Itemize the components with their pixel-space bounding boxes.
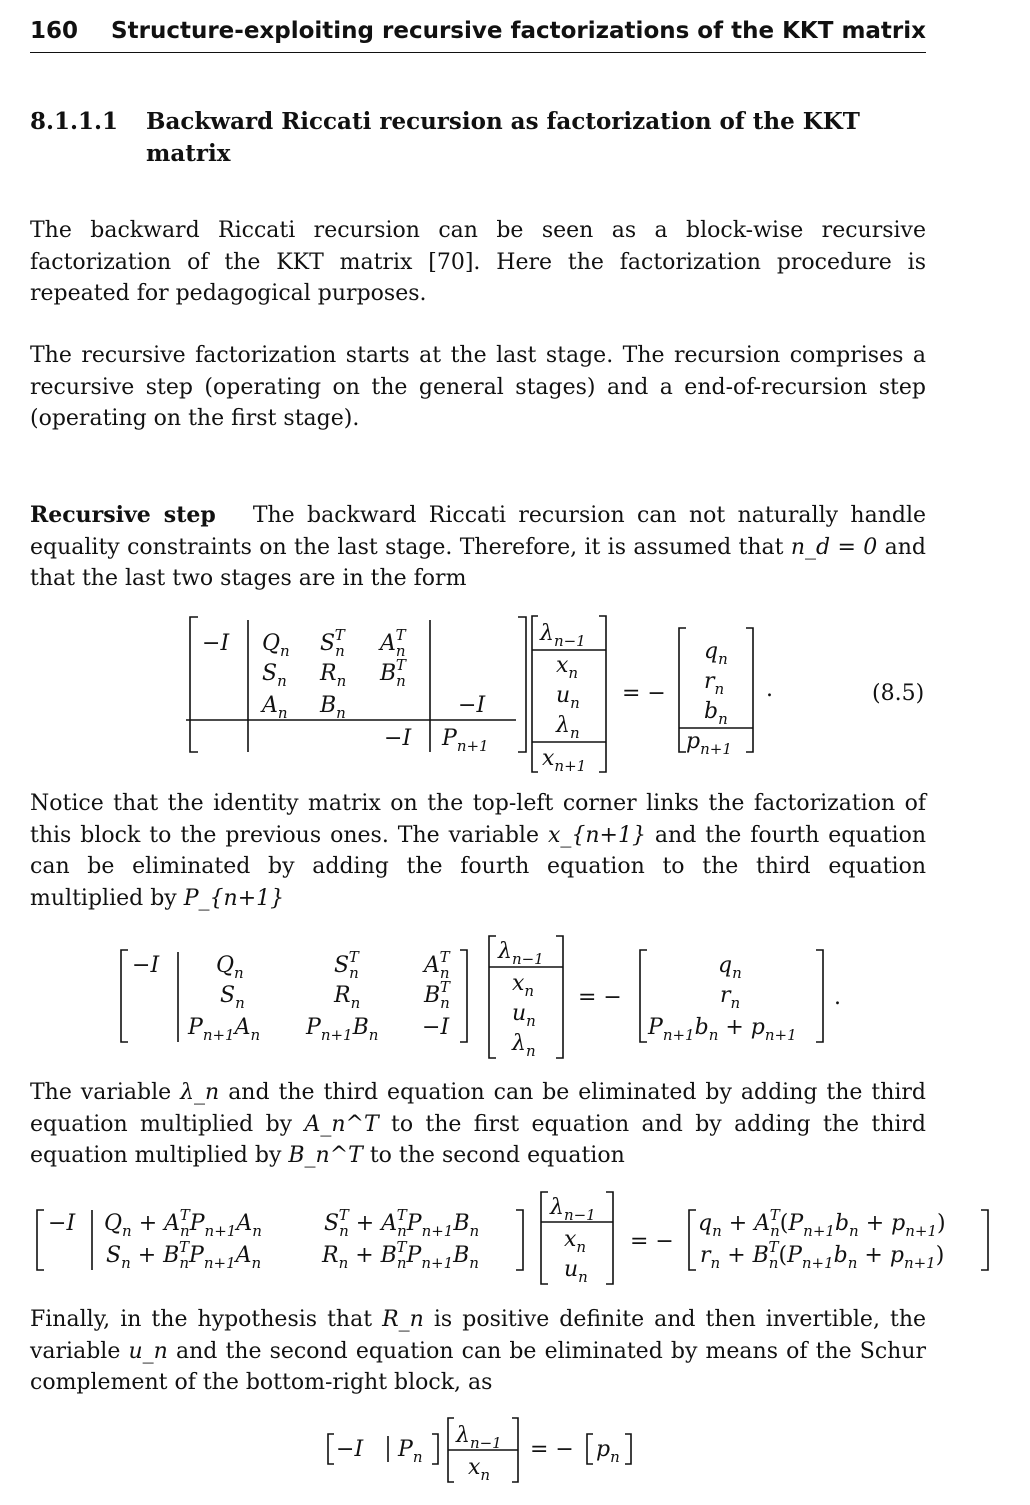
svg-text:−I: −I <box>336 1437 364 1462</box>
section-number: 8.1.1.1 <box>30 108 119 135</box>
inline-math: P_{n+1} <box>183 885 285 911</box>
svg-text:−I: −I <box>458 693 486 718</box>
inline-math: λ_n <box>180 1080 220 1105</box>
svg-text:Pn: $P_n$ <box>398 1437 423 1466</box>
text-run: and that the last two stages are in the form <box>30 534 926 591</box>
svg-text:= −: = − <box>578 985 622 1010</box>
svg-text:pn: $p_n$ <box>596 1437 620 1466</box>
svg-text:qn: $q_n$ <box>718 953 742 982</box>
svg-text:Sn + BnTPn+1An: $S_n + B_nTP_{n+1}A_n$ <box>106 1238 262 1272</box>
svg-text:Qn: $Q_n$ <box>262 631 290 660</box>
svg-text:Rn + BnTPn+1Bn: $R_n + B_nTP_{n+1}B_n$ <box>322 1238 479 1272</box>
svg-text:AnT: $A_nT$ <box>424 948 450 982</box>
svg-text:Sn: $S_n$ <box>262 661 287 690</box>
svg-text:λn: $\lambda_n$ <box>556 713 580 742</box>
svg-text:BnT: $B_nT$ <box>380 656 406 690</box>
text-run: and the second equation can be eliminated by means of the Schur complement of the bottom-right block, as <box>30 1338 927 1395</box>
svg-text:Qn: $Q_n$ <box>216 953 244 982</box>
paragraph-recursive-step <box>30 500 926 595</box>
svg-text:xn: $x_n$ <box>564 1227 587 1256</box>
page-number: 160 <box>30 18 79 44</box>
equation-eliminate-lambda <box>30 1186 1000 1290</box>
text-run: The backward Riccati recursion can not naturally handle equality constraints on the last stage. Therefore, it is assumed that <box>30 503 926 560</box>
paragraph-schur <box>30 1304 926 1399</box>
paragraph-recursion: The recursive factorization starts at the last stage. The recursion comprises a recursive step (operating on the general stages) and a end-of-recursion step (operating on the first stage). <box>30 343 926 431</box>
svg-text:rn + BnT(Pn+1bn + pn+1): $r_n + B_nT(P_{n+1}b_n + p_{n+1})$ <box>700 1238 945 1272</box>
svg-text:Pn+1: $P_{n+1}$ <box>442 726 489 755</box>
paragraph-intro: The backward Riccati recursion can be seen as a block-wise recursive factorization of the KKT matrix [70]. Here the factorization procedure is repeated for pedagogical purposes. <box>30 218 926 306</box>
svg-text:.: . <box>834 985 841 1010</box>
inline-math: x_{n+1} <box>547 822 646 848</box>
inline-math: R_n <box>382 1307 424 1332</box>
svg-text:λn−1: $\lambda_{n-1}$ <box>456 1423 502 1452</box>
svg-text:BnT: $B_nT$ <box>424 978 450 1012</box>
paragraph-eliminate-lambda <box>30 1077 926 1172</box>
svg-text:xn: $x_n$ <box>468 1455 491 1484</box>
svg-text:Pn+1An: $P_{n+1}A_n$ <box>188 1015 261 1044</box>
svg-text:An: $A_n$ <box>262 693 288 722</box>
svg-text:un: $u_n$ <box>512 1001 536 1030</box>
svg-text:.: . <box>766 677 773 702</box>
svg-text:−I: −I <box>202 631 230 656</box>
equation-schur <box>320 1412 640 1488</box>
running-header <box>30 14 926 53</box>
equation-eliminate-x <box>110 930 870 1064</box>
paragraph-identity <box>30 788 926 914</box>
svg-text:Bn: $B_n$ <box>320 693 346 722</box>
svg-text:−I: −I <box>48 1211 76 1236</box>
svg-text:SnT + AnTPn+1Bn: $S_nT + A_nTP_{n+1}B_n$ <box>324 1206 480 1240</box>
svg-text:Rn: $R_n$ <box>320 661 347 690</box>
svg-text:qn + AnT(Pn+1bn + pn+1): $q_n + A_nT(P_{n+1}b_n + p_{n+1})$ <box>698 1206 946 1240</box>
svg-text:pn+1: $p_{n+1}$ <box>686 729 732 758</box>
svg-text:xn: $x_n$ <box>512 971 535 1000</box>
svg-text:λn−1: $\lambda_{n-1}$ <box>550 1195 596 1224</box>
svg-text:= −: = − <box>630 1229 674 1254</box>
running-title: Structure-exploiting recursive factorizations of the KKT matrix <box>111 18 926 44</box>
text-run: is positive definite and then invertible, the variable <box>30 1307 927 1364</box>
run-in-heading: Recursive step <box>30 502 216 528</box>
svg-text:Rn: $R_n$ <box>334 983 361 1012</box>
svg-text:bn: $b_n$ <box>704 699 728 728</box>
svg-text:xn+1: $x_{n+1}$ <box>542 746 587 775</box>
svg-text:qn: $q_n$ <box>704 639 728 668</box>
svg-text:−I: −I <box>384 726 412 751</box>
svg-text:un: $u_n$ <box>564 1257 588 1286</box>
text-run: and the third equation can be eliminated by adding the third equation multiplied by <box>30 1080 926 1137</box>
svg-text:λn−1: $\lambda_{n-1}$ <box>498 939 544 968</box>
svg-text:λn: $\lambda_n$ <box>512 1031 536 1060</box>
equation-8-5 <box>180 612 940 777</box>
text-run: The variable <box>30 1080 172 1105</box>
svg-text:xn: $x_n$ <box>556 653 579 682</box>
section-title: Backward Riccati recursion as factorization of the KKT matrix <box>146 108 860 167</box>
svg-text:Qn + AnTPn+1An: $Q_n + A_nTP_{n+1}A_n$ <box>104 1206 262 1240</box>
inline-math: u_n <box>128 1338 168 1364</box>
svg-text:−I: −I <box>132 953 160 978</box>
inline-math: n_d = 0 <box>790 534 878 560</box>
text-run: to the first equation and by adding the third equation multiplied by <box>30 1111 927 1168</box>
text-run: Finally, in the hypothesis that <box>30 1307 373 1332</box>
svg-text:Pn+1bn + pn+1: $P_{n+1}b_n + p_{n+1}$ <box>648 1015 797 1044</box>
svg-text:rn: $r_n$ <box>720 983 741 1012</box>
text-run: and the fourth equation can be eliminated by adding the fourth equation to the third equation multiplied by <box>30 822 926 911</box>
svg-text:= −: = − <box>530 1437 574 1462</box>
svg-text:SnT: $S_nT$ <box>320 626 345 660</box>
svg-text:AnT: $A_nT$ <box>380 626 406 660</box>
svg-text:= −: = − <box>622 681 666 706</box>
svg-text:un: $u_n$ <box>556 683 580 712</box>
text-run: Notice that the identity matrix on the top-left corner links the factorization of this block to the previous ones. The variable <box>30 791 926 848</box>
svg-text:−I: −I <box>422 1015 450 1040</box>
text-run: to the second equation <box>369 1143 625 1168</box>
svg-text:Sn: $S_n$ <box>220 983 245 1012</box>
equation-label: (8.5) <box>872 681 925 706</box>
svg-text:SnT: $S_nT$ <box>334 948 359 982</box>
svg-text:rn: $r_n$ <box>704 669 725 698</box>
svg-text:Pn+1Bn: $P_{n+1}B_n$ <box>306 1015 379 1044</box>
svg-text:λn−1: $\lambda_{n-1}$ <box>540 621 586 650</box>
inline-math: B_n^T <box>288 1143 363 1168</box>
inline-math: A_n^T <box>304 1111 379 1137</box>
